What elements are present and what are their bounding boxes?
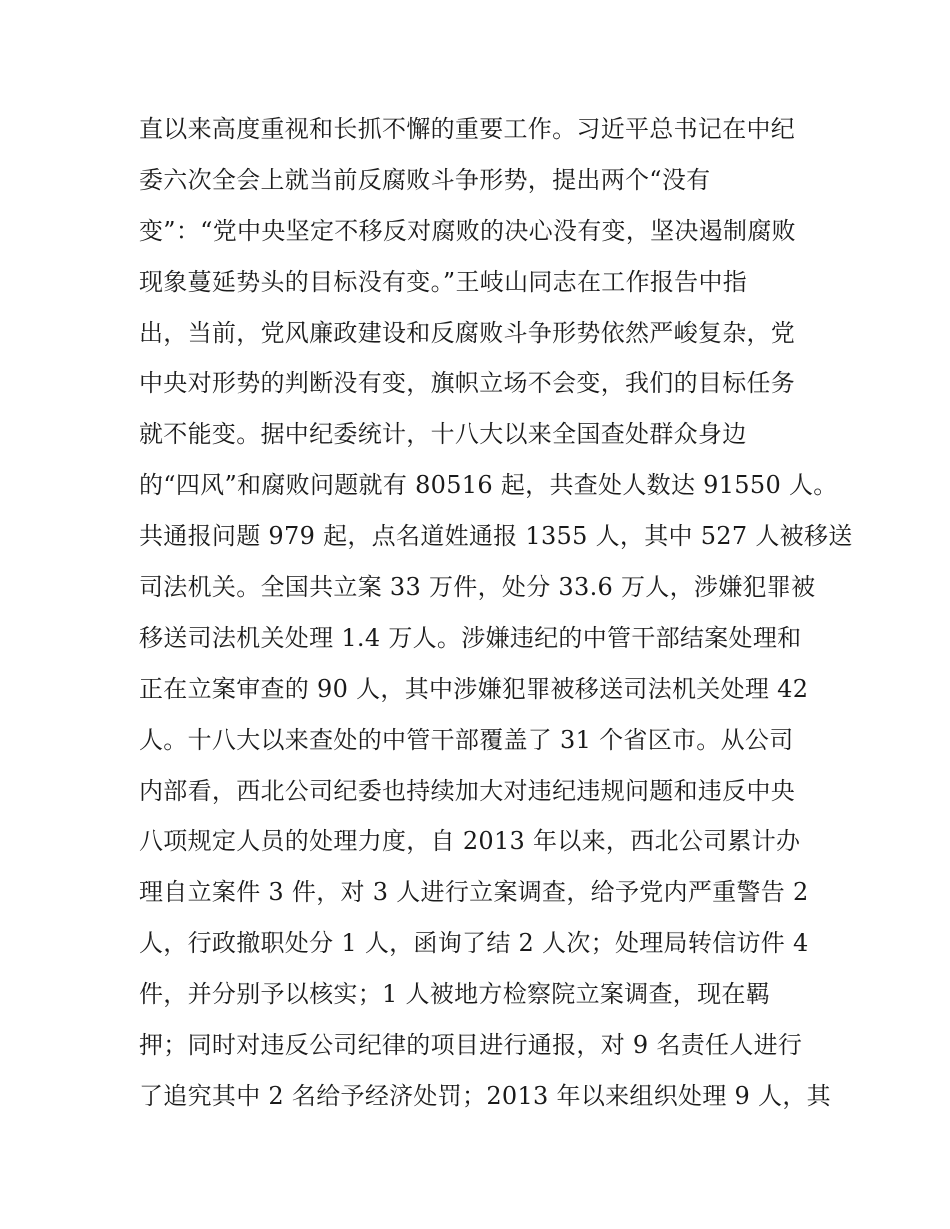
text-line: 司法机关。全国共立案 33 万件，处分 33.6 万人，涉嫌犯罪被 xyxy=(139,573,816,602)
text-line: 八项规定人员的处理力度，自 2013 年以来，西北公司累计办 xyxy=(139,827,801,856)
body-paragraph xyxy=(139,104,853,1122)
text-line: 内部看，西北公司纪委也持续加大对违纪违规问题和违反中央 xyxy=(139,776,796,805)
text-line: 出，当前，党风廉政建设和反腐败斗争形势依然严峻复杂，党 xyxy=(139,318,796,347)
text-line: 委六次全会上就当前反腐败斗争形势，提出两个“没有 xyxy=(139,165,711,194)
text-line: 变”：“党中央坚定不移反对腐败的决心没有变，坚决遏制腐败 xyxy=(139,216,796,245)
text-line: 直以来高度重视和长抓不懈的重要工作。习近平总书记在中纪 xyxy=(139,115,796,143)
text-line: 现象蔓延势头的目标没有变。”王岐山同志在工作报告中指 xyxy=(139,267,748,296)
text-line: 移送司法机关处理 1.4 万人。涉嫌违纪的中管干部结案处理和 xyxy=(139,623,802,652)
text-line: 人。十八大以来查处的中管干部覆盖了 31 个省区市。从公司 xyxy=(139,725,794,754)
text-line: 正在立案审查的 90 人，其中涉嫌犯罪被移送司法机关处理 42 xyxy=(139,674,809,703)
text-line: 就不能变。据中纪委统计，十八大以来全国查处群众身边 xyxy=(139,420,747,449)
text-line: 件，并分别予以核实；1 人被地方检察院立案调查，现在羁 xyxy=(139,980,770,1009)
text-line: 中央对形势的判断没有变，旗帜立场不会变，我们的目标任务 xyxy=(139,369,796,398)
text-line: 的“四风”和腐败问题就有 80516 起，共查处人数达 91550 人。 xyxy=(139,471,838,500)
text-line: 人，行政撤职处分 1 人，函询了结 2 人次；处理局转信访件 4 xyxy=(139,929,809,958)
text-line: 了追究其中 2 名给予经济处罚；2013 年以来组织处理 9 人，其 xyxy=(139,1081,831,1110)
text-line: 理自立案件 3 件，对 3 人进行立案调查，给予党内严重警告 2 xyxy=(139,878,809,907)
text-line: 共通报问题 979 起，点名道姓通报 1355 人，其中 527 人被移送 xyxy=(139,522,853,551)
text-line: 押；同时对违反公司纪律的项目进行通报，对 9 名责任人进行 xyxy=(139,1031,803,1060)
